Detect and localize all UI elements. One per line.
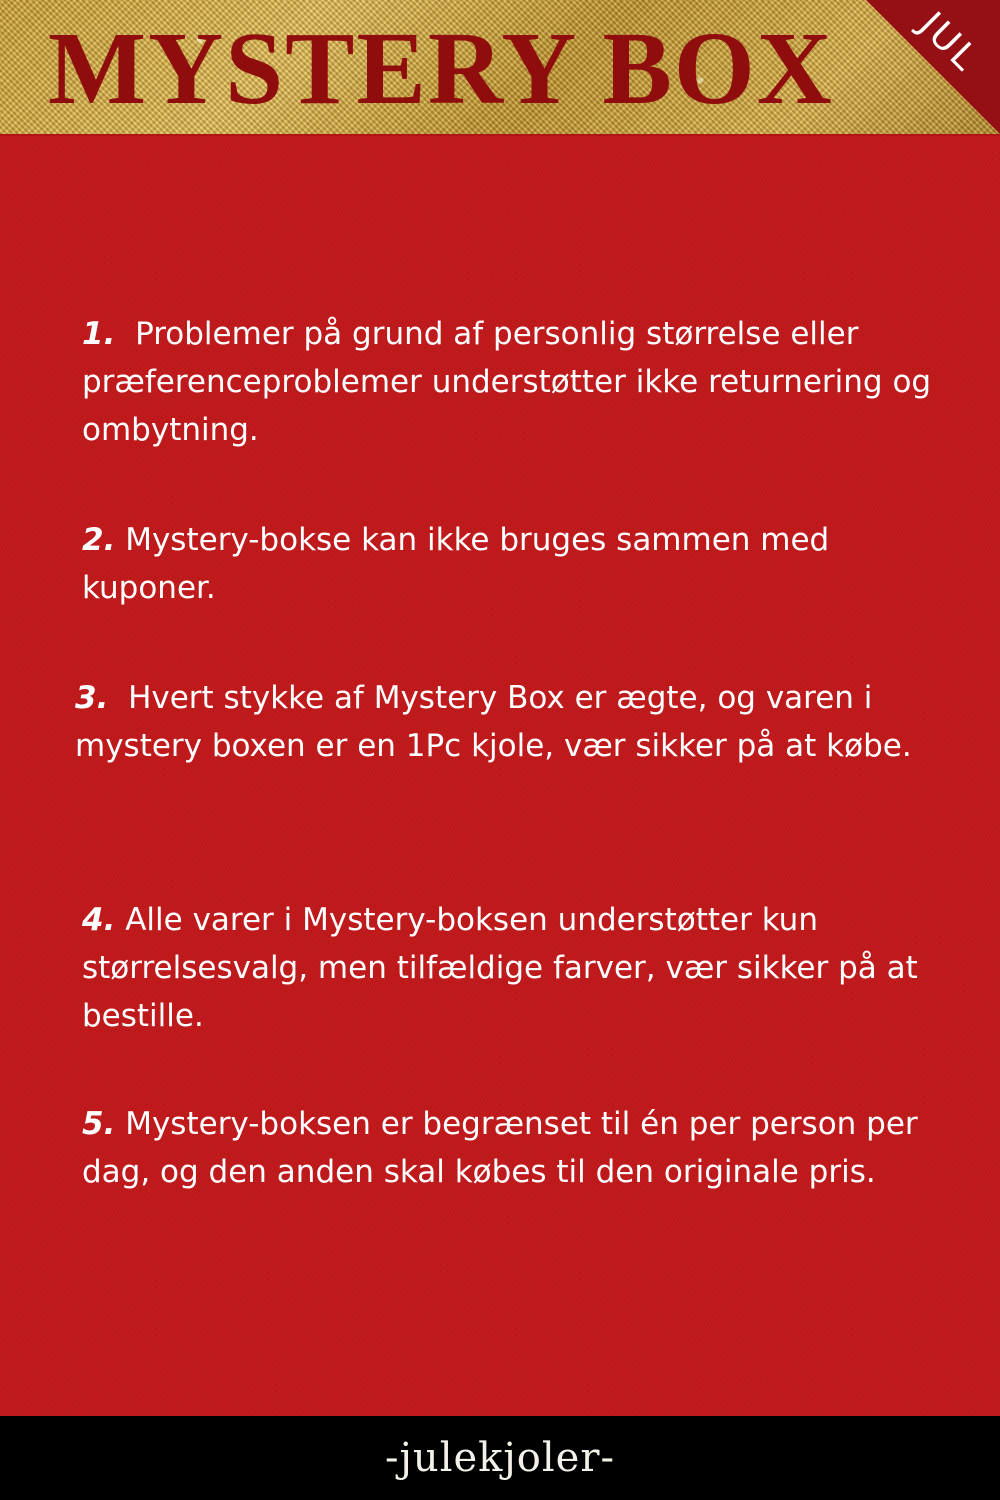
- page-title: MYSTERY BOX: [48, 11, 834, 126]
- rule-text: Mystery-bokse kan ikke bruges sammen med kuponer.: [82, 522, 830, 606]
- rule-item-2: [82, 516, 922, 612]
- rule-item-5: [82, 1100, 952, 1196]
- rule-number: 3.: [75, 680, 109, 716]
- rule-number: 4.: [82, 902, 116, 938]
- rule-number: 2.: [82, 522, 116, 558]
- rule-item-1: [82, 310, 942, 454]
- rule-text: Mystery-boksen er begrænset til én per person per dag, og den anden skal købes til den originale pris.: [82, 1106, 918, 1190]
- corner-badge-label: JUL: [911, 4, 987, 81]
- rule-number: 5.: [82, 1106, 116, 1142]
- footer-bar: [0, 1416, 1000, 1500]
- rule-text: Alle varer i Mystery-boksen understøtter kun størrelsesvalg, men tilfældige farver, vær sikker på at bestille.: [82, 902, 918, 1034]
- rule-item-3: [75, 674, 945, 770]
- rules-panel: [0, 136, 1000, 1416]
- rule-number: 1.: [82, 316, 116, 352]
- footer-brand: -julekjoler-: [385, 1435, 615, 1481]
- rule-text: Problemer på grund af personlig størrelse eller præferenceproblemer understøtter ikke returnering og ombytning.: [82, 316, 932, 448]
- header-banner: [0, 0, 1000, 134]
- rule-text: Hvert stykke af Mystery Box er ægte, og varen i mystery boxen er en 1Pc kjole, vær sikker på at købe.: [75, 680, 912, 764]
- rule-item-4: [82, 896, 952, 1040]
